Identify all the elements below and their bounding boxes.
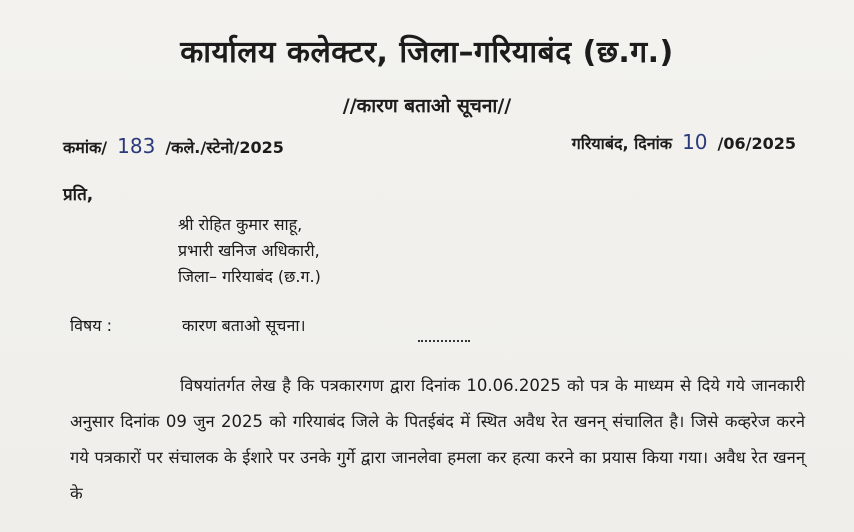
to-label: प्रति, xyxy=(63,185,94,205)
letter-body xyxy=(70,368,805,512)
reference-handwritten-number: 183 xyxy=(117,134,156,158)
office-title: कार्यालय कलेक्टर, जिला–गरियाबंद (छ.ग.) xyxy=(180,35,674,70)
body-paragraph: विषयांतर्गत लेख है कि पत्रकारगण द्वारा दिनांक 10.06.2025 को पत्र के माध्यम से दिये गये जानकारी अनुसार दिनांक 09 जुन 2025 को गरियाबंद जिले के पितईबंद में स्थित अवैध रेत खनन् संचालित है। जिसे कव्हरेज करने गये पत्रकारों पर संचालक के ईशारे पर उनके गुर्गे द्वारा जानलेवा हमला कर हत्या करने का प्रयास किया गया। अवैध रेत खनन् के xyxy=(70,376,805,503)
recipient-designation: प्रभारी खनिज अधिकारी, xyxy=(178,241,320,260)
date-prefix: गरियाबंद, दिनांक xyxy=(571,134,673,153)
dotted-divider xyxy=(418,340,470,346)
issue-date xyxy=(572,130,796,154)
date-suffix: /06/2025 xyxy=(717,134,796,153)
recipient-district: जिला– गरियाबंद (छ.ग.) xyxy=(178,267,321,286)
reference-number xyxy=(63,134,284,158)
subject-text: कारण बताओ सूचना। xyxy=(182,316,306,335)
subject-label: विषय : xyxy=(70,316,113,335)
reference-suffix: /कले./स्टेनो/2025 xyxy=(165,138,284,157)
date-handwritten-day: 10 xyxy=(682,130,708,154)
reference-prefix: कमांक/ xyxy=(63,138,108,157)
recipient-name: श्री रोहित कुमार साहू, xyxy=(178,215,303,234)
recipient-address xyxy=(178,212,321,290)
notice-heading: //कारण बताओ सूचना// xyxy=(342,95,512,117)
